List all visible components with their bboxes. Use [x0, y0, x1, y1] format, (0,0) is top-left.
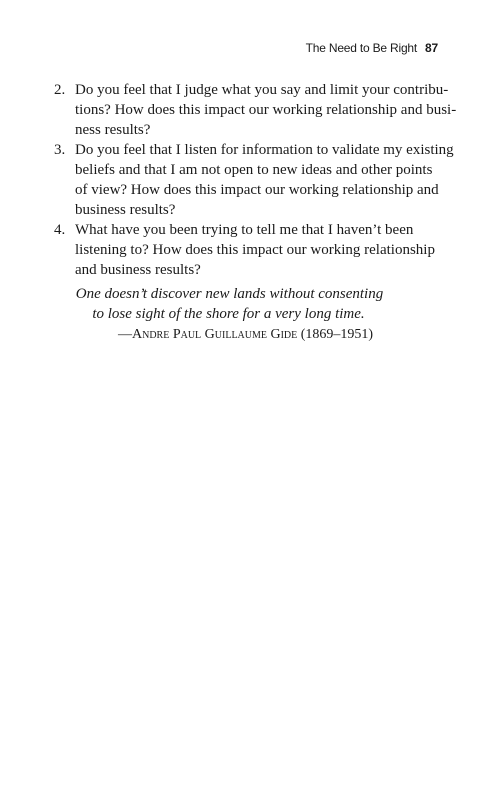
item-text-line: Do you feel that I judge what you say and limit your contribu-: [75, 82, 449, 98]
list-item: [52, 80, 457, 140]
attribution-years: (1869–1951): [300, 327, 374, 342]
epigraph-quote: [0, 284, 480, 324]
item-text-line: and business results?: [75, 262, 201, 278]
running-header: [306, 41, 438, 55]
attribution-name: Andre Paul Guillaume Gide: [132, 327, 298, 342]
item-text-line: What have you been trying to tell me that I haven’t been: [75, 222, 414, 238]
list-item: [52, 140, 454, 220]
item-number: 3.: [54, 142, 66, 158]
item-text-line: beliefs and that I am not open to new ideas and other points: [75, 162, 433, 178]
attribution-dash: —: [118, 327, 132, 342]
quote-line: to lose sight of the shore for a very long time.: [92, 306, 365, 322]
item-text-line: business results?: [75, 202, 176, 218]
item-text-line: ness results?: [75, 122, 151, 138]
page-number: 87: [425, 41, 438, 55]
list-item: [52, 220, 435, 280]
quote-attribution: [118, 327, 373, 343]
running-title: The Need to Be Right: [305, 41, 418, 55]
item-text-line: Do you feel that I listen for information to validate my existing: [75, 142, 454, 158]
question-list: [52, 80, 457, 280]
item-text-line: tions? How does this impact our working relationship and busi-: [75, 102, 457, 118]
quote-line: One doesn’t discover new lands without consenting: [75, 286, 384, 302]
item-number: 4.: [54, 222, 66, 238]
item-number: 2.: [54, 82, 66, 98]
item-text-line: listening to? How does this impact our working relationship: [75, 242, 435, 258]
item-text-line: of view? How does this impact our working relationship and: [75, 182, 439, 198]
